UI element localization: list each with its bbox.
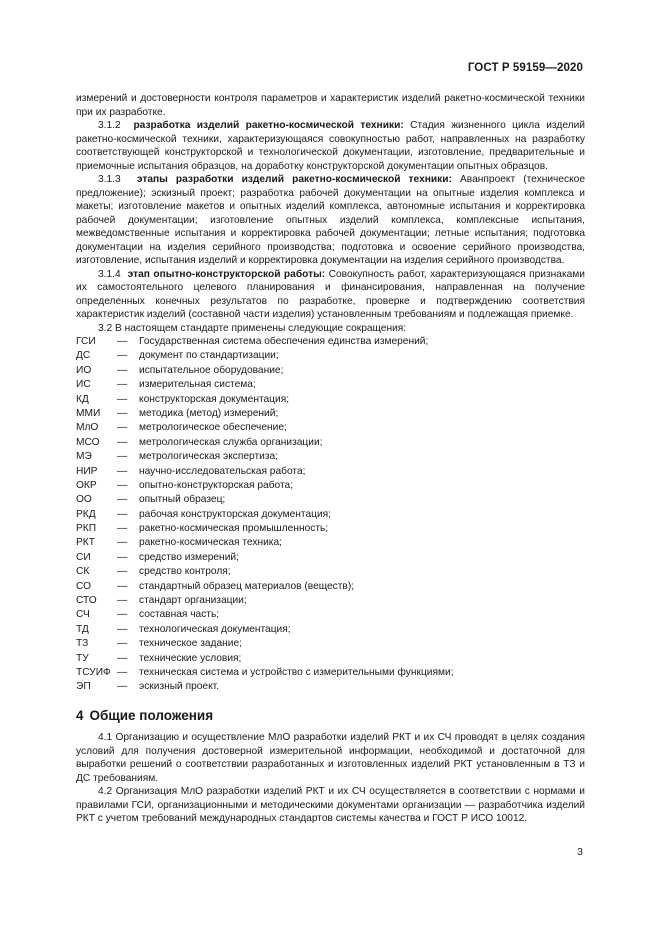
definition-3-1-3 [76, 173, 585, 268]
abbreviation-definition: метрологическая экспертиза; [139, 451, 279, 463]
definition-number: 3.1.2 [98, 120, 121, 131]
abbreviation-dash: — [117, 422, 128, 434]
abbreviation-row [76, 551, 585, 565]
abbreviation-row [76, 450, 585, 464]
abbreviation-row [76, 594, 585, 608]
abbreviation-definition: ракетно-космическая промышленность; [139, 523, 329, 535]
definition-text: Стадия жизненного цикла изделий ракетно-космической техники, характеризующаяся совокупностью работ, направленных на разработку соответствующей конструкторской и технологической документации, изготовление, предварительные и приемочные испытания образцов, на доработку конструкторской документации опытных образцов. [76, 120, 585, 172]
abbreviation-code: СЧ [76, 609, 90, 621]
abbreviation-dash: — [117, 508, 128, 520]
abbreviation-definition: документ по стандартизации; [139, 350, 279, 362]
abbreviation-dash: — [117, 580, 128, 592]
abbreviation-code: ДС [76, 350, 91, 362]
abbreviation-definition: стандарт организации; [139, 595, 247, 607]
abbreviation-definition: опытный образец; [139, 494, 226, 506]
abbreviation-row [76, 508, 585, 522]
abbreviation-code: РКТ [76, 537, 95, 549]
abbreviation-row [76, 522, 585, 536]
clause-4-1: 4.1 Организацию и осуществление МлО разработки изделий РКТ и их СЧ проводят в целях создания условий для получения достоверной измерительной информации, необходимой и достаточной для выработки решений о соответствии разработанных и изготовленных изделий РКТ установленным в ТЗ и ДС требованиям. [76, 732, 585, 784]
abbreviation-dash: — [117, 595, 128, 607]
definition-term: этап опытно-конструкторской работы: [127, 268, 326, 280]
abbreviation-dash: — [117, 364, 128, 376]
abbreviation-definition: рабочая конструкторская документация; [139, 508, 331, 520]
abbreviation-row [76, 652, 585, 666]
abbreviation-dash: — [117, 393, 128, 405]
abbreviation-definition: ракетно-космическая техника; [139, 537, 282, 549]
abbreviation-dash: — [117, 566, 128, 578]
definition-3-1-4 [76, 268, 585, 322]
abbreviation-row [76, 407, 585, 421]
abbreviation-code: ОО [76, 494, 92, 506]
definition-term: этапы разработки изделий ракетно-космической техники: [136, 174, 452, 185]
abbreviation-code: РКП [76, 523, 97, 535]
abbreviation-definition: методика (метод) измерений; [139, 407, 279, 419]
abbreviation-dash: — [117, 537, 128, 549]
abbreviation-row [76, 436, 585, 450]
abbreviation-code: ТЗ [76, 638, 89, 650]
abbreviation-row [76, 565, 585, 579]
abbreviation-definition: конструкторская документация; [139, 393, 290, 405]
abbreviation-code: ТСУИФ [76, 666, 111, 678]
abbreviation-row [76, 364, 585, 378]
section-number: 4 [76, 707, 84, 723]
abbreviation-dash: — [117, 407, 128, 419]
page-content [76, 92, 585, 826]
abbreviation-dash: — [117, 666, 128, 678]
abbreviation-row [76, 465, 585, 479]
section-title: Общие положения [89, 707, 214, 723]
abbreviation-definition: технические условия; [139, 652, 242, 664]
abbreviation-dash: — [117, 494, 128, 506]
abbreviation-row [76, 637, 585, 651]
definition-text: Совокупность работ, характеризующаяся признаками их самостоятельного целевого планирования и финансирования, направленная на получение определенных конечных результатов по разработке, проверке и подтверждению соответствия характеристик изделий (составной части изделия) установленным требованиям и подлежащая приемке. [76, 268, 585, 320]
section-heading [76, 709, 585, 723]
abbreviation-code: ОКР [76, 479, 97, 491]
abbreviation-dash: — [117, 638, 128, 650]
abbreviation-code: ИО [76, 364, 92, 376]
abbreviation-row [76, 536, 585, 550]
definition-text: Аванпроект (техническое предложение); эскизный проект; разработка рабочей документации на опытные изделия комплекса и макеты; изготовление макетов и опытных изделий комплекса, автономные испытания и корректировка рабочей документации; изготовление опытных изделий комплекса, комплексные испытания, межведомственные испытания и корректировка рабочей документации; летные испытания; подготовка документации на изделия серийного производства; подготовка и освоение серийного производства, изготовление, испытания изделий и корректировка документации на изделия серийного производства. [76, 174, 585, 266]
abbreviation-code: ТУ [76, 652, 89, 664]
abbreviation-code: ИС [76, 379, 91, 391]
abbreviation-dash: — [117, 465, 128, 477]
abbreviation-dash: — [117, 479, 128, 491]
abbreviation-row [76, 680, 585, 694]
abbreviations-list [76, 335, 585, 695]
abbreviation-dash: — [117, 523, 128, 535]
intro-paragraph: измерений и достоверности контроля параметров и характеристик изделий ракетно-космической техники при их разработке. [76, 93, 585, 118]
abbreviation-row [76, 421, 585, 435]
abbreviation-dash: — [117, 652, 128, 664]
abbreviation-dash: — [117, 379, 128, 391]
abbreviation-code: ГСИ [76, 336, 96, 347]
abbreviation-dash: — [117, 336, 128, 347]
abbreviation-row [76, 608, 585, 622]
abbreviation-row [76, 349, 585, 363]
abbreviation-code: СТО [76, 595, 97, 607]
definition-3-1-2 [76, 119, 585, 173]
document-code-header: ГОСТ Р 59159—2020 [467, 62, 583, 74]
abbreviation-definition: научно-исследовательская работа; [139, 465, 306, 477]
abbreviation-definition: технологическая документация; [139, 623, 291, 635]
abbreviation-row [76, 493, 585, 507]
abbreviation-code: МЭ [76, 451, 92, 463]
abbreviation-definition: техническое задание; [139, 638, 242, 650]
abbreviation-row [76, 666, 585, 680]
abbreviation-dash: — [117, 623, 128, 635]
abbreviation-definition: опытно-конструкторская работа; [139, 479, 294, 491]
abbreviation-code: ММИ [76, 407, 101, 419]
abbreviation-definition: Государственная система обеспечения единства измерений; [139, 336, 429, 347]
abbreviation-code: МлО [76, 422, 99, 434]
definition-term: разработка изделий ракетно-космической техники: [133, 120, 404, 131]
abbreviation-dash: — [117, 681, 128, 693]
abbreviation-code: СИ [76, 551, 91, 563]
abbreviation-code: КД [76, 393, 89, 405]
abbreviation-code: НИР [76, 465, 98, 477]
abbreviation-definition: техническая система и устройство с измерительными функциями; [139, 666, 454, 678]
abbreviation-code: СО [76, 580, 92, 592]
abbreviation-dash: — [117, 551, 128, 563]
abbreviation-row [76, 580, 585, 594]
abbreviation-definition: стандартный образец материалов (веществ); [139, 580, 355, 592]
clause-4-2: 4.2 Организация МлО разработки изделий РКТ и их СЧ осуществляется в соответствии с нормами и правилами ГСИ, организационными и методическими документами организации — разработчика изделий РКТ с учетом требований международных стандартов системы качества и ГОСТ Р ИСО 10012. [76, 786, 585, 825]
page-number: 3 [577, 846, 583, 858]
abbreviation-definition: эскизный проект. [139, 681, 220, 693]
abbreviation-row [76, 378, 585, 392]
abbreviation-dash: — [117, 609, 128, 621]
definition-number: 3.1.3 [98, 174, 121, 185]
abbreviation-definition: измерительная система; [139, 379, 256, 391]
abbreviation-row [76, 335, 585, 349]
abbreviation-code: ЭП [76, 681, 91, 693]
abbreviation-row [76, 393, 585, 407]
abbreviations-intro: 3.2 В настоящем стандарте применены следующие сокращения: [98, 322, 407, 334]
abbreviation-code: РКД [76, 508, 96, 520]
abbreviation-definition: средство контроля; [139, 566, 231, 578]
abbreviation-definition: метрологическая служба организации; [139, 436, 323, 448]
abbreviation-row [76, 479, 585, 493]
abbreviation-definition: составная часть; [139, 609, 220, 621]
definition-number: 3.1.4 [98, 268, 121, 280]
abbreviation-dash: — [117, 451, 128, 463]
abbreviation-definition: метрологическое обеспечение; [139, 422, 287, 434]
abbreviation-code: СК [76, 566, 90, 578]
abbreviation-row [76, 623, 585, 637]
abbreviation-code: МСО [76, 436, 100, 448]
abbreviation-definition: испытательное оборудование; [139, 364, 284, 376]
abbreviation-code: ТД [76, 623, 89, 635]
abbreviation-dash: — [117, 436, 128, 448]
abbreviation-dash: — [117, 350, 128, 362]
abbreviation-definition: средство измерений; [139, 551, 239, 563]
